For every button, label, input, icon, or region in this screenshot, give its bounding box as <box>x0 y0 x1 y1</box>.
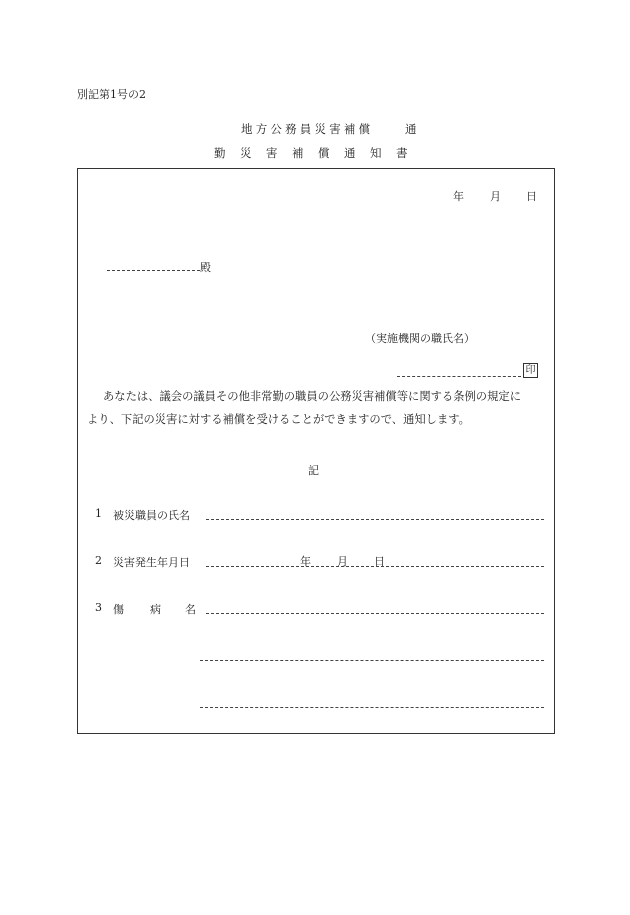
item-1-label: 被災職員の氏名 <box>113 509 190 522</box>
item-3-label-part-2: 病 <box>150 603 161 616</box>
date-day-label: 日 <box>526 190 537 203</box>
addressee-line <box>107 270 200 271</box>
official-name-line <box>397 376 521 377</box>
body-text-line-2: より、下記の災害に対する補償を受けることができますので、通知します。 <box>87 413 470 426</box>
seal-box: 印 <box>523 363 538 378</box>
item-3-line-3 <box>200 707 544 708</box>
item-1-line <box>206 519 544 520</box>
item-3-line-2 <box>200 660 544 661</box>
item-3-number: 3 <box>95 601 102 614</box>
item-2-day-label: 日 <box>374 555 385 568</box>
official-name-label: （実施機関の職氏名） <box>365 332 475 345</box>
note-heading: 記 <box>308 464 319 477</box>
item-1-number: 1 <box>95 507 102 520</box>
addressee-suffix: 殿 <box>200 261 211 274</box>
item-2-number: 2 <box>95 554 102 567</box>
body-text-line-1: あなたは、議会の議員その他非常勤の職員の公務災害補償等に関する条例の規定に <box>103 390 521 403</box>
title-line-1: 地方公務員災害補償 <box>241 122 374 136</box>
item-2-label: 災害発生年月日 <box>113 556 190 569</box>
item-3-label-part-1: 傷 <box>113 603 124 616</box>
form-id: 別記第1号の2 <box>77 88 146 101</box>
form-frame <box>77 168 555 734</box>
item-3-line-1 <box>206 613 544 614</box>
date-month-label: 月 <box>490 190 501 203</box>
item-3-label-part-3: 名 <box>185 603 196 616</box>
title-line-1-suffix: 通 <box>405 122 417 136</box>
title-line-2: 勤災害補償通知書 <box>214 146 422 160</box>
item-2-month-label: 月 <box>337 555 348 568</box>
date-year-label: 年 <box>453 190 464 203</box>
item-2-year-label: 年 <box>300 555 311 568</box>
